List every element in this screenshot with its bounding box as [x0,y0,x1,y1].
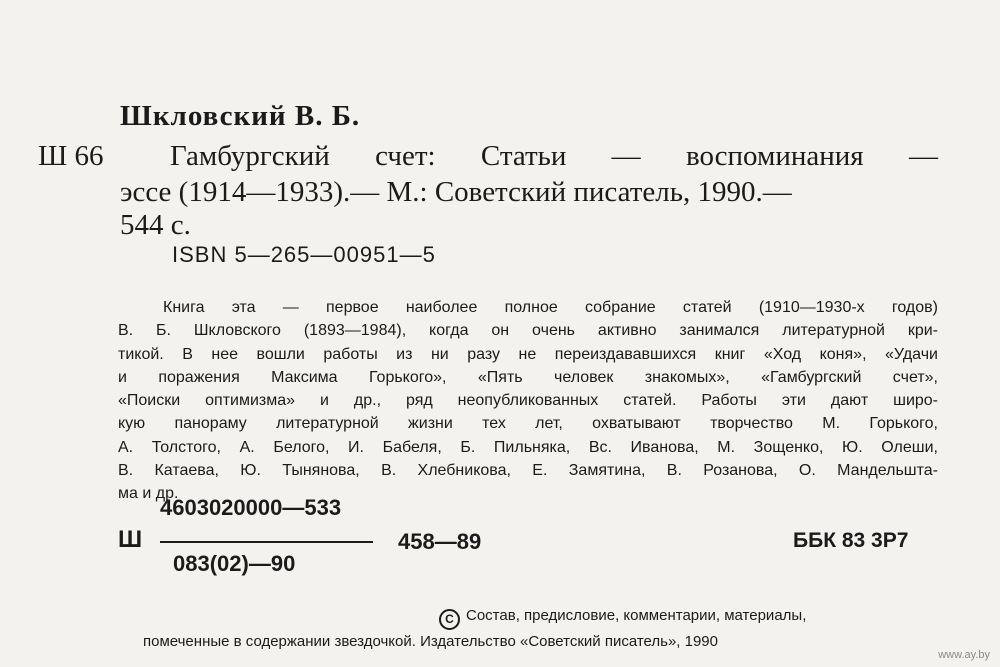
title-word: счет: [375,140,436,172]
catalog-right-code: 458—89 [398,529,482,554]
annotation-line: А. Толстого, А. Белого, И. Бабеля, Б. Пильняка, Вс. Иванова, М. Зощенко, Ю. Олеши, [118,438,938,456]
catalog-denominator: 083(02)—90 [173,551,296,576]
annotation-line: ма и др. [118,485,179,503]
annotation-line: кую панораму литературной жизни тех лет, охватывают творчество М. Горького, [118,415,938,433]
copyright-line [143,604,939,630]
annotation-line: «Поиски оптимизма» и др., ряд неопубликованных статей. Работы эти дают широ- [118,392,938,410]
index-code: Ш 66 [38,140,104,172]
pages-line: 544 с. [120,209,191,241]
book-title-line [170,140,938,173]
catalog-numerator: 4603020000—533 [160,495,342,520]
copyright-text: Состав, предисловие, комментарии, материалы, [466,607,807,624]
copyright-notice [143,604,939,653]
title-word: Статьи [480,140,567,172]
copyright-icon: C [439,609,460,630]
annotation-line: В. Б. Шкловского (1893—1984), когда он очень активно занимался литературной кри- [118,322,938,340]
author-name: Шкловский В. Б. [120,100,361,132]
isbn: ISBN 5—265—00951—5 [172,242,436,267]
annotation-line: Книга эта — первое наиболее полное собрание статей (1910—1930-х годов) [163,299,938,316]
catalog-letter: Ш [118,526,143,553]
annotation-line: тикой. В нее вошли работы из ни разу не переиздававшихся книг «Ход коня», «Удачи [118,345,938,363]
annotation-line: и поражения Максима Горького», «Пять человек знакомых», «Гамбургский счет», [118,368,938,386]
copyright-line: помеченные в содержании звездочкой. Издательство «Советский писатель», 1990 [143,633,718,650]
fraction-rule [160,541,373,543]
title-word: воспоминания [685,140,864,172]
title-word: — [908,140,938,172]
title-word: — [611,140,641,172]
title-word: Гамбургский [170,140,330,172]
watermark: www.ay.by [938,649,990,661]
annotation-paragraph [118,296,938,506]
imprint-line: эссе (1914—1933).— М.: Советский писатель, 1990.— [120,176,792,208]
annotation-line: В. Катаева, Ю. Тынянова, В. Хлебникова, Е. Замятина, В. Розанова, О. Мандельшта- [118,462,938,480]
bbk-code: ББК 83 3Р7 [793,529,909,552]
